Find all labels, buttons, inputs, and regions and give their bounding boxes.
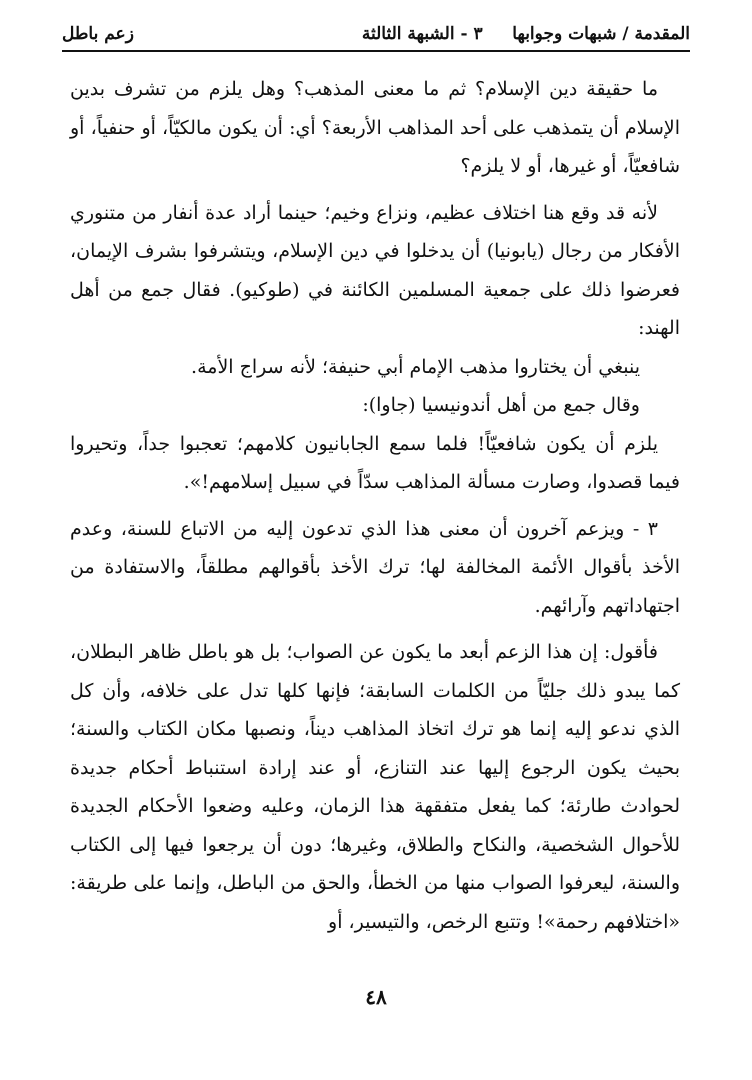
paragraph-context: لأنه قد وقع هنا اختلاف عظيم، ونزاع وخيم؛ حينما أراد عدة أنفار من متنوري الأفكار من رجال (يابونيا) أن يدخلوا في دين الإسلام، ويتشرفوا بشرف الإيمان، فعرضوا ذلك على جمعية المسلمين الكائنة في (طوكيو). فقال جمع من أهل الهند: (70, 201, 680, 339)
paragraph-hanafi-opinion: ينبغي أن يختاروا مذهب الإمام أبي حنيفة؛ لأنه سراج الأمة. (191, 355, 640, 378)
paragraph-indonesia-intro: وقال جمع من أهل أندونيسيا (جاوا): (362, 394, 640, 416)
header-chapter: ٣ - الشبهة الثالثة (361, 24, 483, 44)
paragraph-shafii-opinion: يلزم أن يكون شافعيّاً! فلما سمع الجابانيون كلامهم؛ تعجبوا جداً، وتحيروا فيما قصدوا، وصارت مسألة المذاهب سدّاً في سبيل إسلامهم!». (70, 432, 680, 493)
page-number: ٤٨ (365, 985, 387, 1009)
body-text (70, 70, 680, 941)
header-running-title: زعم باطل (62, 24, 134, 44)
paragraph-response: فأقول: إن هذا الزعم أبعد ما يكون عن الصواب؛ بل هو باطل ظاهر البطلان، كما يبدو ذلك جليّاً من الكلمات السابقة؛ فإنها كلها تدل على خلافه، وأن كل الذي ندعو إليه إنما هو ترك اتخاذ المذاهب ديناً، ونصبها مكان الكتاب والسنة؛ بحيث يكون الرجوع إليها عند التنازع، أو عند إرادة استنباط أحكام جديدة لحوادث طارئة؛ كما يفعل متفقهة هذا الزمان، وعليه وضعوا الأحكام الجديدة للأحوال الشخصية، والنكاح والطلاق، وغيرها؛ دون أن يرجعوا فيها إلى الكتاب والسنة، ليعرفوا الصواب منها من الخطأ، والحق من الباطل، وإنما على طريقة: «اختلافهم رحمة»! وتتبع الرخص، والتيسير، أو (70, 641, 680, 933)
running-header (62, 14, 690, 52)
header-book-section: المقدمة / شبهات وجوابها (512, 24, 690, 44)
header-section-chapter (362, 24, 690, 44)
paragraph-third-claim: ٣ - ويزعم آخرون أن معنى هذا الذي تدعون إليه من الاتباع للسنة، وعدم الأخذ بأقوال الأئمة المخالفة لها؛ ترك الأخذ بأقوالهم مطلقاً، والاستفادة من اجتهاداتهم وآرائهم. (70, 517, 680, 617)
paragraph-question: ما حقيقة دين الإسلام؟ ثم ما معنى المذهب؟ وهل يلزم من تشرف بدين الإسلام أن يتمذهب على أحد المذاهب الأربعة؟ أي: أن يكون مالكيّاً، أو حنفياً، أو شافعيّاً، أو غيرها، أو لا يلزم؟ (70, 78, 680, 177)
